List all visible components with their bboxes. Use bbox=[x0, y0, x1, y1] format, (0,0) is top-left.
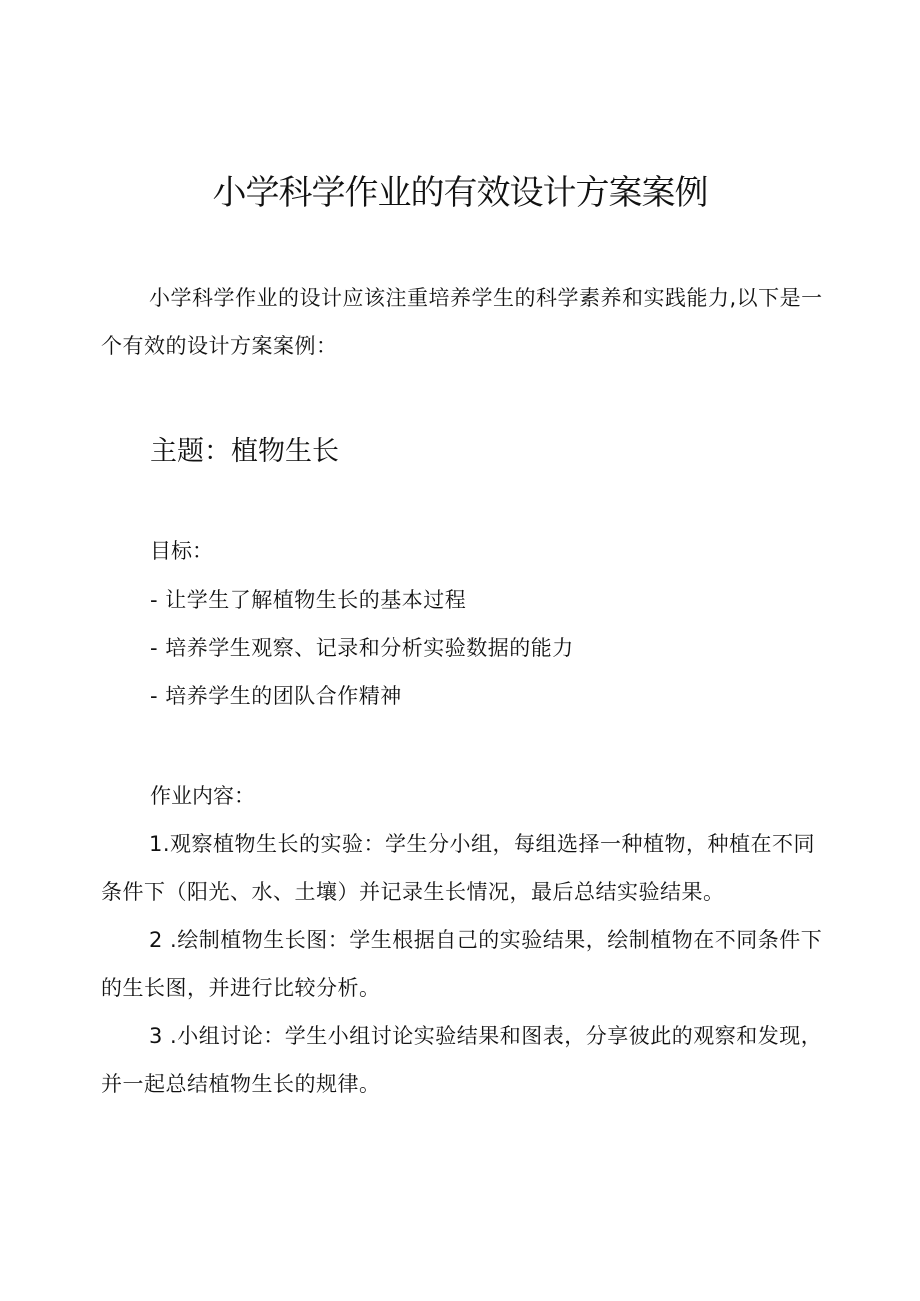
intro-paragraph: 小学科学作业的设计应该注重培养学生的科学素养和实践能力,以下是一个有效的设计方案案例： bbox=[101, 286, 823, 358]
goals-label: 目标： bbox=[150, 539, 213, 563]
goal-item: - 让学生了解植物生长的基本过程 bbox=[150, 588, 467, 612]
content-label: 作业内容： bbox=[150, 784, 255, 808]
task-item: 1.观察植物生长的实验：学生分小组，每组选择一种植物，种植在不同条件下（阳光、水、土壤）并记录生长情况，最后总结实验结果。 bbox=[101, 832, 816, 904]
goal-item: - 培养学生的团队合作精神 bbox=[150, 684, 402, 708]
goal-list bbox=[150, 576, 574, 720]
task-item: 2 .绘制植物生长图：学生根据自己的实验结果，绘制植物在不同条件下的生长图，并进行比较分析。 bbox=[101, 928, 823, 1000]
document-title: 小学科学作业的有效设计方案案例 bbox=[212, 173, 708, 213]
task-item: 3 .小组讨论：学生小组讨论实验结果和图表，分享彼此的观察和发现，并一起总结植物生长的规律。 bbox=[101, 1024, 823, 1096]
task-list bbox=[101, 820, 827, 1108]
topic-heading: 主题：植物生长 bbox=[150, 436, 339, 467]
goal-item: - 培养学生观察、记录和分析实验数据的能力 bbox=[150, 636, 574, 660]
